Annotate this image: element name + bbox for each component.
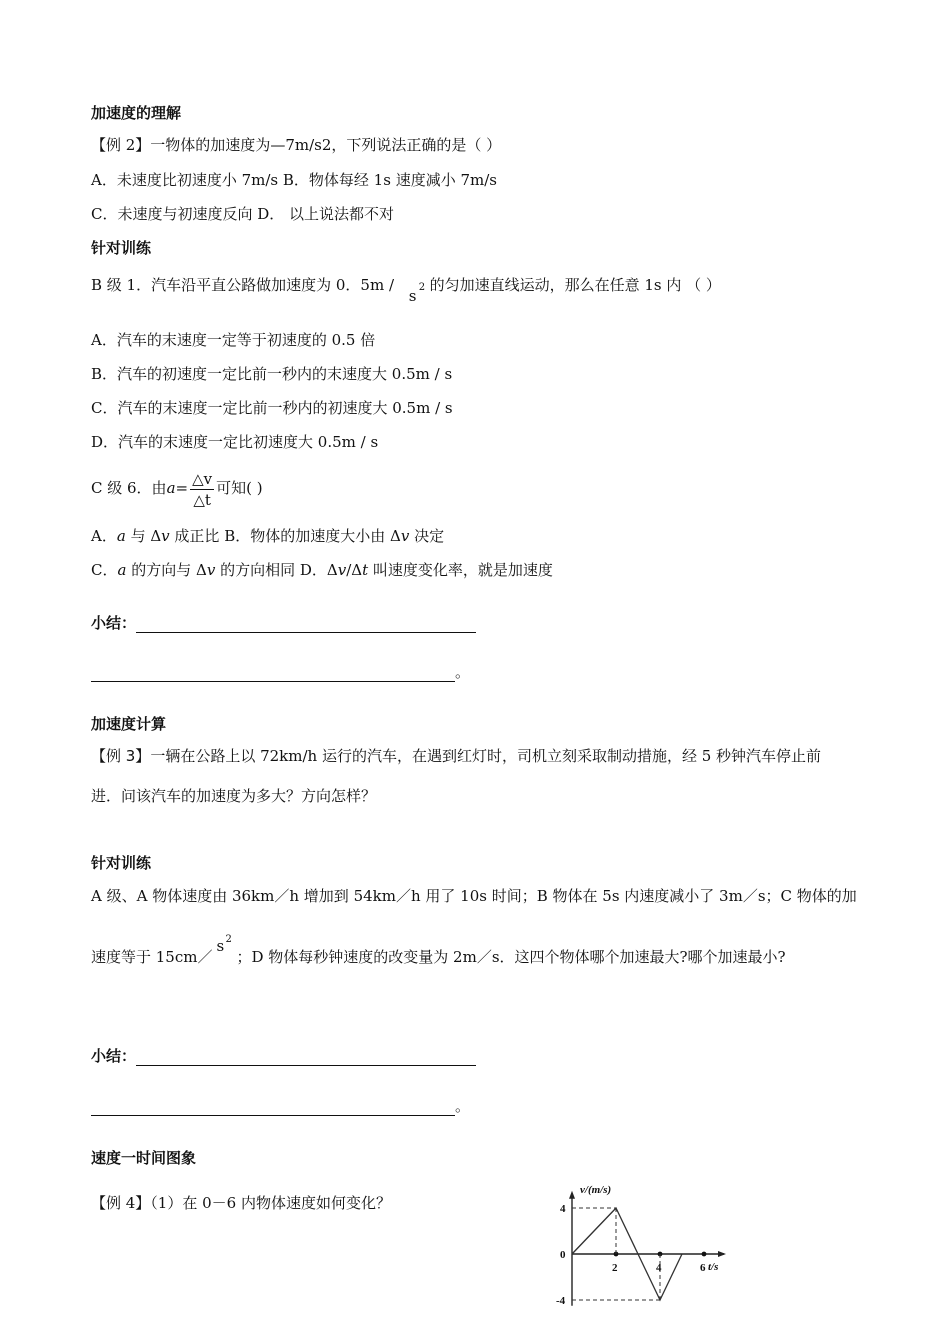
x-axis-title: t/s xyxy=(708,1261,719,1273)
section-heading-acceleration-calc: 加速度计算 xyxy=(91,715,167,733)
question-b1-option-c: C．汽车的末速度一定比前一秒内的初速度大 0.5m / s xyxy=(91,399,453,417)
summary-label: 小结： xyxy=(91,1047,137,1065)
question-a-suffix: ；D 物体每秒钟速度的改变量为 2m／s．这四个物体哪个加速最大?哪个加速最小? xyxy=(236,948,786,966)
unit-s: s xyxy=(216,937,225,955)
y-axis-title: v/(m/s) xyxy=(580,1183,612,1196)
example-2-question: 【例 2】一物体的加速度为—7m/s2，下列说法正确的是（ ） xyxy=(91,136,502,154)
option-text: 与 Δ xyxy=(125,527,162,545)
formula-fraction xyxy=(190,469,214,510)
question-c6-prefix: C 级 6．由 xyxy=(91,479,167,497)
summary-label: 小结： xyxy=(91,614,137,632)
question-c6-suffix: 可知( ) xyxy=(216,479,263,497)
y-tick-label: 0 xyxy=(560,1249,566,1261)
graph-axes xyxy=(569,1191,726,1306)
x-axis-arrow xyxy=(718,1251,726,1257)
question-b1-text: B 级 1．汽车沿平直公路做加速度为 0．5m / xyxy=(91,276,395,294)
training-heading-2: 针对训练 xyxy=(91,854,152,872)
question-b1-option-a: A．汽车的末速度一定等于初速度的 0.5 倍 xyxy=(91,331,376,349)
y-tick-label: 4 xyxy=(560,1203,566,1215)
option-text: 的方向与 Δ xyxy=(126,561,207,579)
summary-period: 。 xyxy=(455,663,471,681)
symbol-v: v xyxy=(206,561,216,579)
formula-a: a xyxy=(166,479,176,497)
symbol-v: v xyxy=(400,527,410,545)
question-c6-options-ab xyxy=(91,526,444,546)
x-tick-label: 2 xyxy=(612,1262,618,1274)
section-heading-acceleration-understanding: 加速度的理解 xyxy=(91,104,182,122)
x-tick-label: 6 xyxy=(700,1262,706,1274)
unit-s: s xyxy=(408,287,417,305)
option-text: C． xyxy=(91,561,118,579)
symbol-t: t xyxy=(362,561,369,579)
question-b1-option-b: B．汽车的初速度一定比前一秒内的末速度大 0.5m / s xyxy=(91,365,453,383)
section-heading-vt-graph: 速度一时间图象 xyxy=(91,1149,197,1167)
summary-1-line-2 xyxy=(91,662,470,682)
option-text: 叫速度变化率，就是加速度 xyxy=(368,561,553,579)
unit-s-squared xyxy=(212,934,236,962)
formula-numerator: △v xyxy=(192,469,213,488)
formula-denominator: △t xyxy=(193,490,211,509)
velocity-time-graph xyxy=(548,1176,748,1326)
unit-exponent: 2 xyxy=(225,934,232,945)
option-text: 决定 xyxy=(409,527,445,545)
question-a-line-1: A 级、A 物体速度由 36km／h 增加到 54km／h 用了 10s 时间；B 物体在 5s 内速度减小了 3m／s；C 物体的加 xyxy=(91,887,857,905)
summary-2-line-2 xyxy=(91,1096,470,1116)
summary-period: 。 xyxy=(455,1097,471,1115)
x-tick-label: 4 xyxy=(656,1262,662,1274)
option-text: 成正比 B．物体的加速度大小由 Δ xyxy=(169,527,401,545)
example-4-question: 【例 4】（1）在 0－6 内物体速度如何变化？ xyxy=(91,1194,391,1212)
symbol-v: v xyxy=(337,561,347,579)
question-c6-options-cd xyxy=(91,560,553,580)
summary-blank-line[interactable] xyxy=(91,1097,455,1116)
summary-blank-line[interactable] xyxy=(136,1047,476,1066)
option-text: A． xyxy=(91,527,117,545)
summary-blank-line[interactable] xyxy=(91,663,455,682)
example-3-line-1 xyxy=(91,746,821,766)
example-3-line-2: 进．问该汽车的加速度为多大？方向怎样？ xyxy=(91,787,377,805)
summary-2 xyxy=(91,1046,476,1066)
training-heading-1: 针对训练 xyxy=(91,239,152,257)
question-a-line-2 xyxy=(91,934,786,967)
formula-equals: = xyxy=(175,479,189,497)
symbol-a: a xyxy=(117,561,127,579)
symbol-a: a xyxy=(116,527,126,545)
y-axis-arrow xyxy=(569,1191,575,1199)
question-b1-tail: 的匀加速直线运动，那么在任意 1s 内 （ ） xyxy=(429,276,721,294)
summary-blank-line[interactable] xyxy=(136,614,476,633)
summary-1 xyxy=(91,613,476,633)
unit-s-squared xyxy=(399,270,426,305)
question-c6 xyxy=(91,466,263,510)
example-3-text: 一辆在公路上以 72km/h 运行的汽车，在遇到红灯时，司机立刻采取制动措施，经 5 秒钟汽车停止前 xyxy=(150,747,822,765)
symbol-v: v xyxy=(161,527,170,545)
example-3-tag: 【例 3】 xyxy=(91,747,151,765)
example-2-options-ab: A．未速度比初速度小 7m/s B．物体每经 1s 速度减小 7m/s xyxy=(91,171,497,189)
question-b1-option-d: D．汽车的末速度一定比初速度大 0.5m / s xyxy=(91,433,379,451)
option-text: /Δ xyxy=(346,561,363,579)
question-b1 xyxy=(91,270,721,305)
question-a-prefix: 速度等于 15cm／ xyxy=(91,948,213,966)
unit-exponent: 2 xyxy=(418,282,426,293)
option-text: 的方向相同 D．Δ xyxy=(215,561,338,579)
x-tick-dot xyxy=(702,1252,707,1257)
example-2-options-cd: C．未速度与初速度反向 D． 以上说法都不对 xyxy=(91,205,395,223)
y-tick-label: -4 xyxy=(556,1295,566,1307)
